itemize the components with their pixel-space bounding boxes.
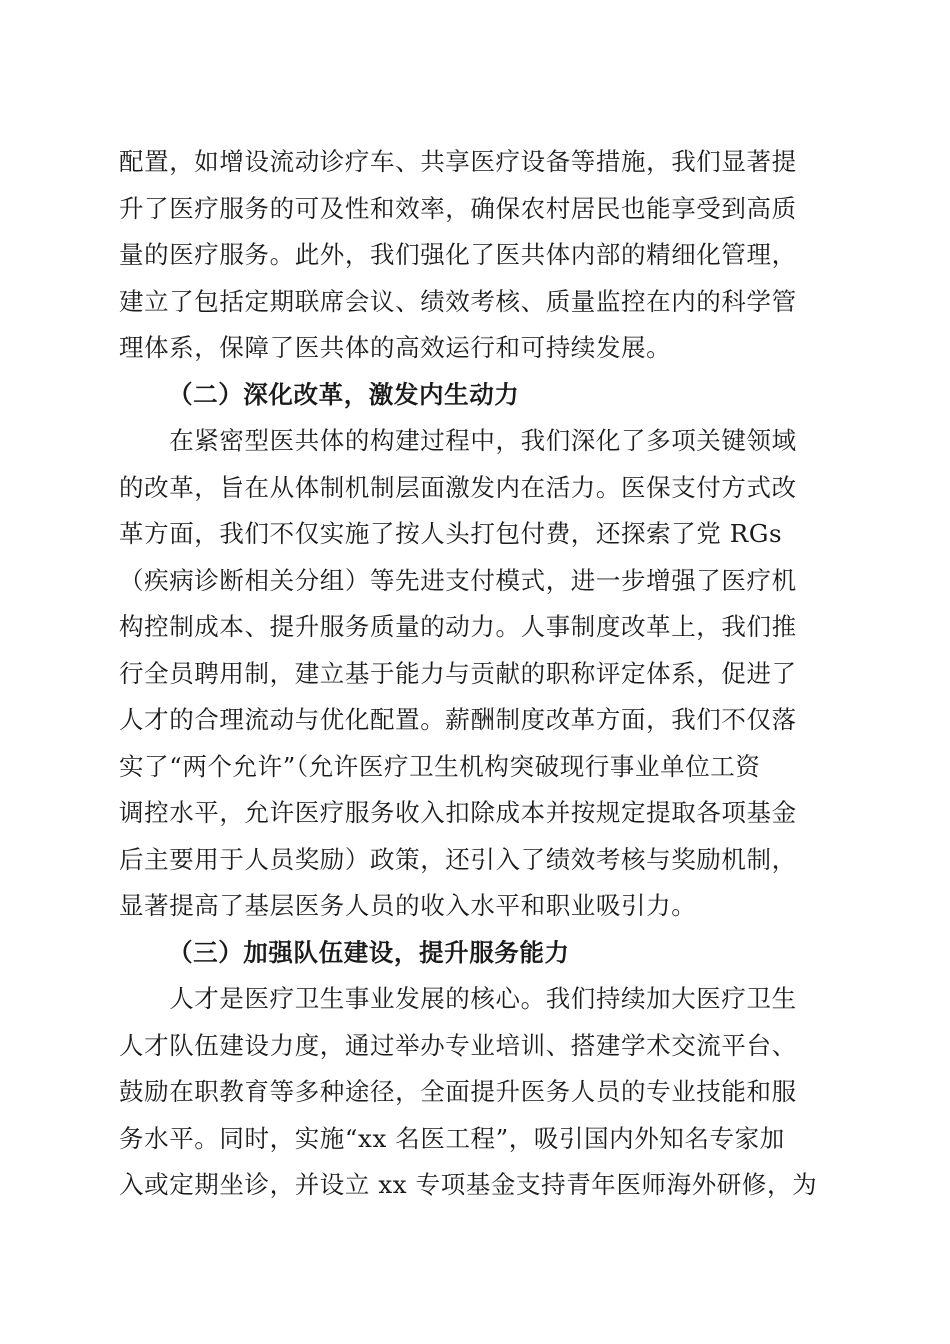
- text-line: （疾病诊断相关分组）等先进支付模式，进一步增强了医疗机: [119, 565, 797, 595]
- text-line: 量的医疗服务。此外，我们强化了医共体内部的精细化管理，: [119, 240, 797, 269]
- text-line: 建立了包括定期联席会议、绩效考核、质量监控在内的科学管: [119, 286, 797, 316]
- text-line: 配置，如增设流动诊疗车、共享医疗设备等措施，我们显著提: [119, 147, 797, 176]
- text-line: 理体系，保障了医共体的高效运行和可持续发展。: [119, 333, 672, 362]
- paragraph-team-building: [119, 976, 831, 1209]
- text-line: 构控制成本、提升服务质量的动力。人事制度改革上，我们推: [119, 612, 797, 641]
- text-line: 鼓励在职教育等多种途径，全面提升医务人员的专业技能和服: [119, 1077, 797, 1106]
- section-heading-deepen-reform: （二）深化改革，激发内生动力: [168, 379, 520, 409]
- text-line: 后主要用于人员奖励）政策，还引入了绩效考核与奖励机制，: [119, 844, 797, 874]
- text-line: 革方面，我们不仅实施了按人头打包付费，还探索了党 RGs: [119, 519, 783, 548]
- text-line: 务水平。同时，实施“xx 名医工程”，吸引国内外知名专家加: [119, 1123, 785, 1153]
- section-heading-team-building: （三）加强队伍建设，提升服务能力: [168, 937, 570, 967]
- document-body: [119, 139, 831, 1209]
- paragraph-resource-allocation: [119, 139, 831, 372]
- text-line: 调控水平，允许医疗服务收入扣除成本并按规定提取各项基金: [119, 798, 797, 827]
- text-line: 在紧密型医共体的构建过程中，我们深化了多项关键领域: [119, 426, 797, 455]
- text-line: 实了“两个允许”（允许医疗卫生机构突破现行事业单位工资: [119, 751, 761, 781]
- text-line: 行全员聘用制，建立基于能力与贡献的职称评定体系，促进了: [119, 658, 797, 688]
- text-line: 显著提高了基层医务人员的收入水平和职业吸引力。: [119, 891, 697, 920]
- text-line: 升了医疗服务的可及性和效率，确保农村居民也能享受到高质: [119, 193, 797, 223]
- text-line: 人才队伍建设力度，通过举办专业培训、搭建学术交流平台、: [119, 1030, 797, 1060]
- text-line: 人才是医疗卫生事业发展的核心。我们持续加大医疗卫生: [119, 984, 797, 1013]
- paragraph-deepen-reform: [119, 418, 831, 930]
- text-line: 的改革，旨在从体制机制层面激发内在活力。医保支付方式改: [119, 472, 797, 502]
- text-line: 人才的合理流动与优化配置。薪酬制度改革方面，我们不仅落: [119, 705, 797, 734]
- text-line: 入或定期坐诊，并设立 xx 专项基金支持青年医师海外研修，为: [119, 1170, 818, 1199]
